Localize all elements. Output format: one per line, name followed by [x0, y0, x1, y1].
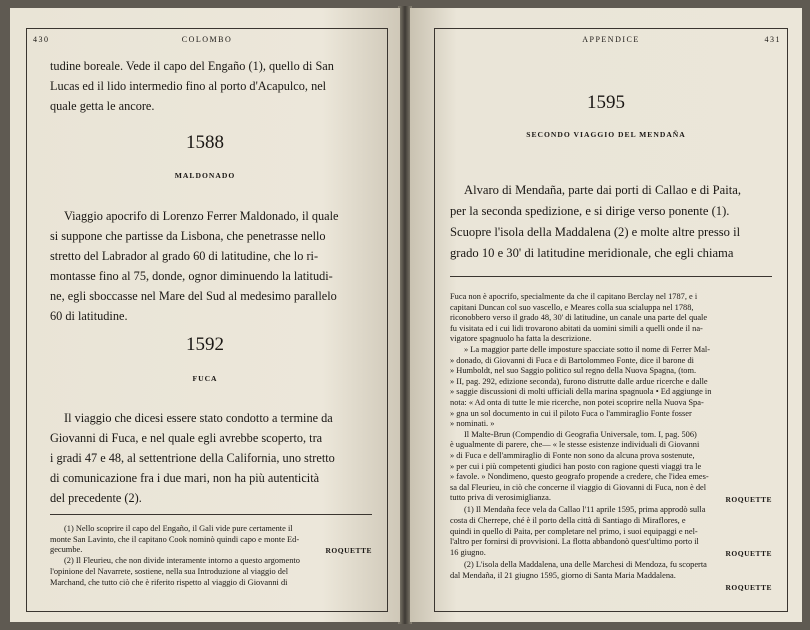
note-line: » favole. » Nondimeno, questo geografo propende a credere, che l'idea emes- — [450, 472, 709, 482]
note-line: è ugualmente di parere, che— « le stesse esistenze individuali di Giovanni — [450, 440, 700, 450]
footnote-signature: ROQUETTE — [725, 583, 772, 593]
note-line: fu visitata ed i cui lidi trovarono abitati da uomini simili a quelli onde il na- — [450, 323, 703, 333]
section-year: 1588 — [186, 132, 224, 153]
note-line: » per cui i più competenti giudici han posto con ragione questi viaggi tra le — [450, 461, 702, 471]
text-line: del precedente (2). — [50, 491, 142, 505]
note-signature: ROQUETTE — [725, 494, 772, 504]
section-text — [50, 408, 372, 508]
text-line: 60 di latitudine. — [50, 309, 128, 323]
footnote-line: (1) Nello scoprire il capo del Engaño, il Gali vide pure certamente il — [64, 524, 293, 533]
section-year: 1592 — [186, 334, 224, 355]
text-line: i gradi 47 e 48, al settentrione della California, uno stretto — [50, 451, 335, 465]
text-line: per la seconda spedizione, e si dirige verso ponente (1). — [450, 204, 730, 218]
note-line: Fuca non è apocrifo, specialmente da che il capitano Berclay nel 1787, e i — [450, 292, 698, 301]
text-line: grado 10 e 30' di latitudine meridionale, che egli chiama — [450, 246, 734, 260]
note-line: » Humboldt, nel suo Saggio politico sul regno della Nuova Spagna, (tom. — [450, 366, 697, 376]
page-number: 431 — [764, 35, 781, 44]
footnotes — [50, 524, 372, 588]
note-line: nota: « Ad onta di tutte le mie ricerche, non potei scoprire nella Nuova Spa- — [450, 397, 704, 407]
section-title: FUCA — [192, 374, 218, 383]
section-title: MALDONADO — [174, 171, 236, 180]
text-line: montasse fino al 75, donde, ognor diminuendo la latitudi- — [50, 269, 333, 283]
text-line: quale getta le ancore. — [50, 99, 155, 113]
continued-note — [450, 292, 772, 594]
note-line: Il Malte-Brun (Compendio di Geografia Universale, tom. I, pag. 506) — [464, 429, 697, 439]
text-line: tudine boreale. Vede il capo del Engaño (1), quello di San — [50, 59, 334, 73]
footnote-line: monte San Lavinto, che il capitano Cook nominò quindi capo e monte Ed- — [50, 534, 300, 544]
note-line: » II, pag. 292, edizione seconda), furono distrutte dalle ardue ricerche e dalle — [450, 376, 708, 386]
footnote-signature: ROQUETTE — [325, 545, 372, 555]
footnote-signature: ROQUETTE — [725, 549, 772, 559]
page-number: 430 — [33, 35, 50, 44]
footnote-line: l'altro per fornirsi di provvisioni. La flotta abbandonò quest'ultimo porto il — [450, 537, 699, 547]
text-line: Giovanni di Fuca, e nel quale egli avrebbe scoperto, tra — [50, 431, 323, 445]
footnote-rule — [50, 514, 372, 515]
note-line: riconobbero verso il grado 48, 30' di latitudine, un canale una parte del quale — [450, 313, 708, 323]
section-text — [50, 206, 372, 326]
text-line: ne, egli sboccasse nel Mare del Sud al medesimo parallelo — [50, 289, 337, 303]
text-line: Viaggio apocrifo di Lorenzo Ferrer Maldonado, il quale — [64, 209, 339, 223]
text-line: si suppone che partisse da Lisbona, che penetrasse nello — [50, 229, 326, 243]
footnote-line: Marchand, che tutto ciò che è riferito rispetto al viaggio di Giovanni di — [50, 577, 288, 587]
text-line: Lucas ed il lido intermedio fino al porto d'Acapulco, nel — [50, 79, 327, 93]
note-rule — [450, 276, 772, 277]
section-text — [450, 180, 772, 264]
right-page — [410, 8, 802, 622]
note-line: » saggie discussioni di molti ufficiali della marina spagnuola • Ed aggiunge in — [450, 387, 712, 397]
section-year: 1595 — [587, 92, 625, 113]
note-line: vigatore spagnuolo ha fatta la descrizione. — [450, 334, 592, 344]
note-line: » di Fuca e dell'ammiraglio di Fonte non sono da alcuna prova sostenute, — [450, 450, 695, 460]
footnote-line: l'opinione del Navarrete, sostiene, nella sua Introduzione al viaggio del — [50, 566, 289, 576]
left-page — [10, 8, 400, 622]
footnote-line: costa di Cherrepe, ché è il porto della città di Santiago di Miraflores, e — [450, 516, 686, 526]
footnote-line: 16 giugno. — [450, 547, 486, 557]
text-line: Scuopre l'isola della Maddalena (2) e molte altre presso il — [450, 225, 741, 239]
footnote-line: (2) L'isola della Maddalena, una delle Marchesi di Mendoza, fu scoperta — [464, 560, 707, 570]
note-line: capitani Duncan col suo vascello, e Meares colla sua scialuppa nel 1788, — [450, 302, 694, 312]
text-line: stretto del Labrador al grado 60 di latitudine, che lo ri- — [50, 249, 319, 263]
note-line: » donado, di Giovanni di Fuca e di Bartolommeo Fonte, dice il barone di — [450, 355, 694, 365]
text-line: Il viaggio che dicesi essere stato condotto a termine da — [64, 411, 333, 425]
footnote-line: dal Mendaña, il 21 giugno 1595, giorno di Santa Maria Maddalena. — [450, 570, 676, 580]
note-line: » gna un sol documento in cui il piloto Fuca o l'ammiraglio Fonte fosser — [450, 408, 692, 418]
note-line: » nominati. » — [450, 419, 495, 429]
note-line: » La maggior parte delle imposture spacciate sotto il nome di Ferrer Mal- — [464, 344, 711, 354]
footnote-line: (1) Il Mendaña fece vela da Callao l'11 aprile 1595, prima approdò sulla — [464, 505, 706, 515]
footnote-line: (2) Il Fleurieu, che non divide interamente intorno a questo argomento — [64, 556, 300, 566]
note-line: tutto priva di verosimiglianza. — [450, 493, 551, 503]
footnote-line: quindi in quello di Paita, per completare nel primo, i suoi equipaggi e nel- — [450, 526, 698, 536]
note-line: sa dal Fleurieu, in ciò che concerne il viaggio di Giovanni di Fuca, non è del — [450, 482, 707, 492]
section-title: SECONDO VIAGGIO DEL MENDAÑA — [526, 130, 686, 139]
intro-text — [50, 56, 372, 116]
text-line: di comunicazione fra i due mari, non ha più autenticità — [50, 471, 320, 485]
running-head: APPENDICE — [582, 35, 640, 44]
text-line: Alvaro di Mendaña, parte dai porti di Callao e di Paita, — [464, 183, 741, 197]
running-head: COLOMBO — [181, 35, 233, 44]
footnote-line: gecumbe. — [50, 545, 83, 555]
